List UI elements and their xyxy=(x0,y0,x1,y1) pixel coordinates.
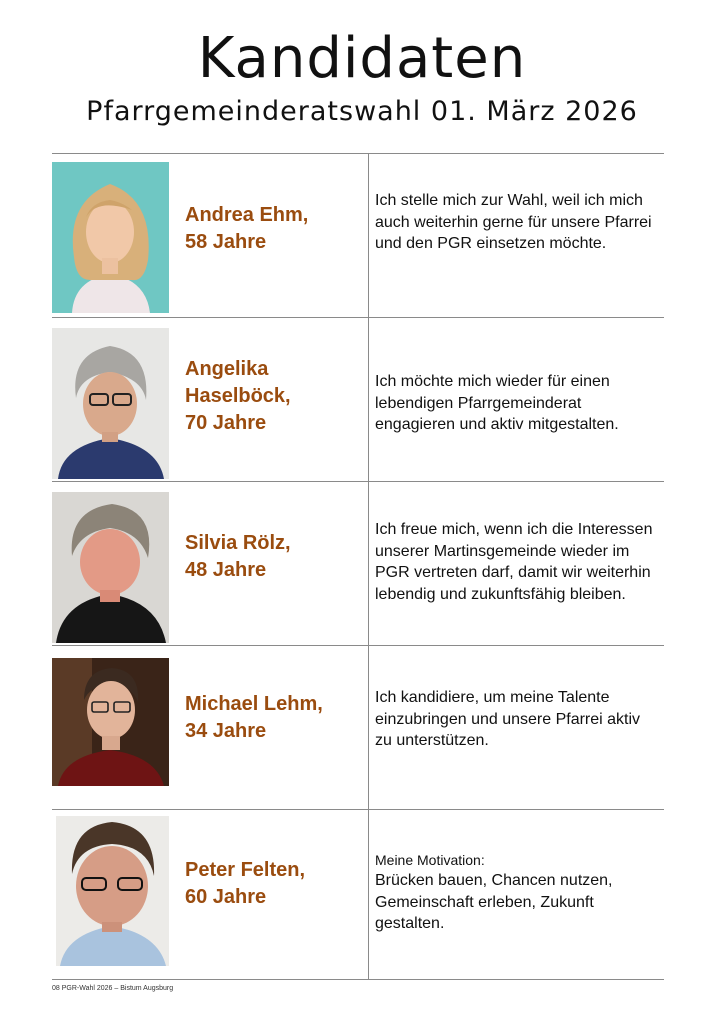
candidate-photo xyxy=(56,816,169,966)
candidate-statement: Ich stelle mich zur Wahl, weil ich mich auch weiterhin gerne für unsere Pfarrei und den PGR einsetzen möchte. xyxy=(375,192,652,252)
column-divider xyxy=(368,318,369,481)
candidate-row xyxy=(52,646,664,810)
candidate-age: 48 Jahre xyxy=(185,559,267,581)
candidate-name-text: Andrea Ehm, xyxy=(185,204,309,226)
column-divider xyxy=(368,646,369,809)
statement-text: Brücken bauen, Chancen nutzen, Gemeinschaft erleben, Zukunft gestalten. xyxy=(375,872,613,932)
candidate-statement: Ich möchte mich wieder für einen lebendigen Pfarrgemeinderat engagieren und aktiv mitgestalten. xyxy=(375,373,619,433)
candidate-age: 70 Jahre xyxy=(185,412,267,434)
candidate-name xyxy=(185,202,360,256)
footer-note: 08 PGR-Wahl 2026 – Bistum Augsburg xyxy=(52,985,174,992)
candidate-photo xyxy=(52,162,169,313)
candidate-statement xyxy=(375,850,660,935)
column-divider xyxy=(368,154,369,317)
page-subtitle: Pfarrgemeinderatswahl 01. März 2026 xyxy=(86,96,638,127)
candidate-row xyxy=(52,810,664,980)
candidate-name xyxy=(185,691,360,745)
column-divider xyxy=(368,810,369,979)
candidate-statement: Ich freue mich, wenn ich die Interessen unserer Martinsgemeinde wieder im PGR vertreten darf, damit wir weiterhin lebendig und zukunftsfähig bleiben. xyxy=(375,521,653,603)
candidate-row xyxy=(52,154,664,318)
candidate-photo xyxy=(52,328,169,479)
candidate-photo xyxy=(52,658,169,786)
candidate-name-text: Silvia Rölz, xyxy=(185,532,291,554)
statement-label: Meine Motivation: xyxy=(375,852,485,868)
candidate-name xyxy=(185,530,360,584)
candidate-name-text: Angelika Haselböck, xyxy=(185,358,291,407)
candidate-statement: Ich kandidiere, um meine Talente einzubringen und unsere Pfarrei aktiv zu unterstützen. xyxy=(375,689,641,749)
candidate-row xyxy=(52,482,664,646)
candidates-table xyxy=(52,153,664,980)
candidate-age: 60 Jahre xyxy=(185,886,267,908)
candidate-photo xyxy=(52,492,169,643)
candidate-age: 34 Jahre xyxy=(185,720,267,742)
candidate-name xyxy=(185,356,360,437)
candidate-name-text: Michael Lehm, xyxy=(185,693,323,715)
column-divider xyxy=(368,482,369,645)
candidate-name xyxy=(185,857,360,911)
page-title: Kandidaten xyxy=(197,26,527,91)
candidate-age: 58 Jahre xyxy=(185,231,267,253)
candidate-name-text: Peter Felten, xyxy=(185,859,306,881)
candidate-row xyxy=(52,318,664,482)
